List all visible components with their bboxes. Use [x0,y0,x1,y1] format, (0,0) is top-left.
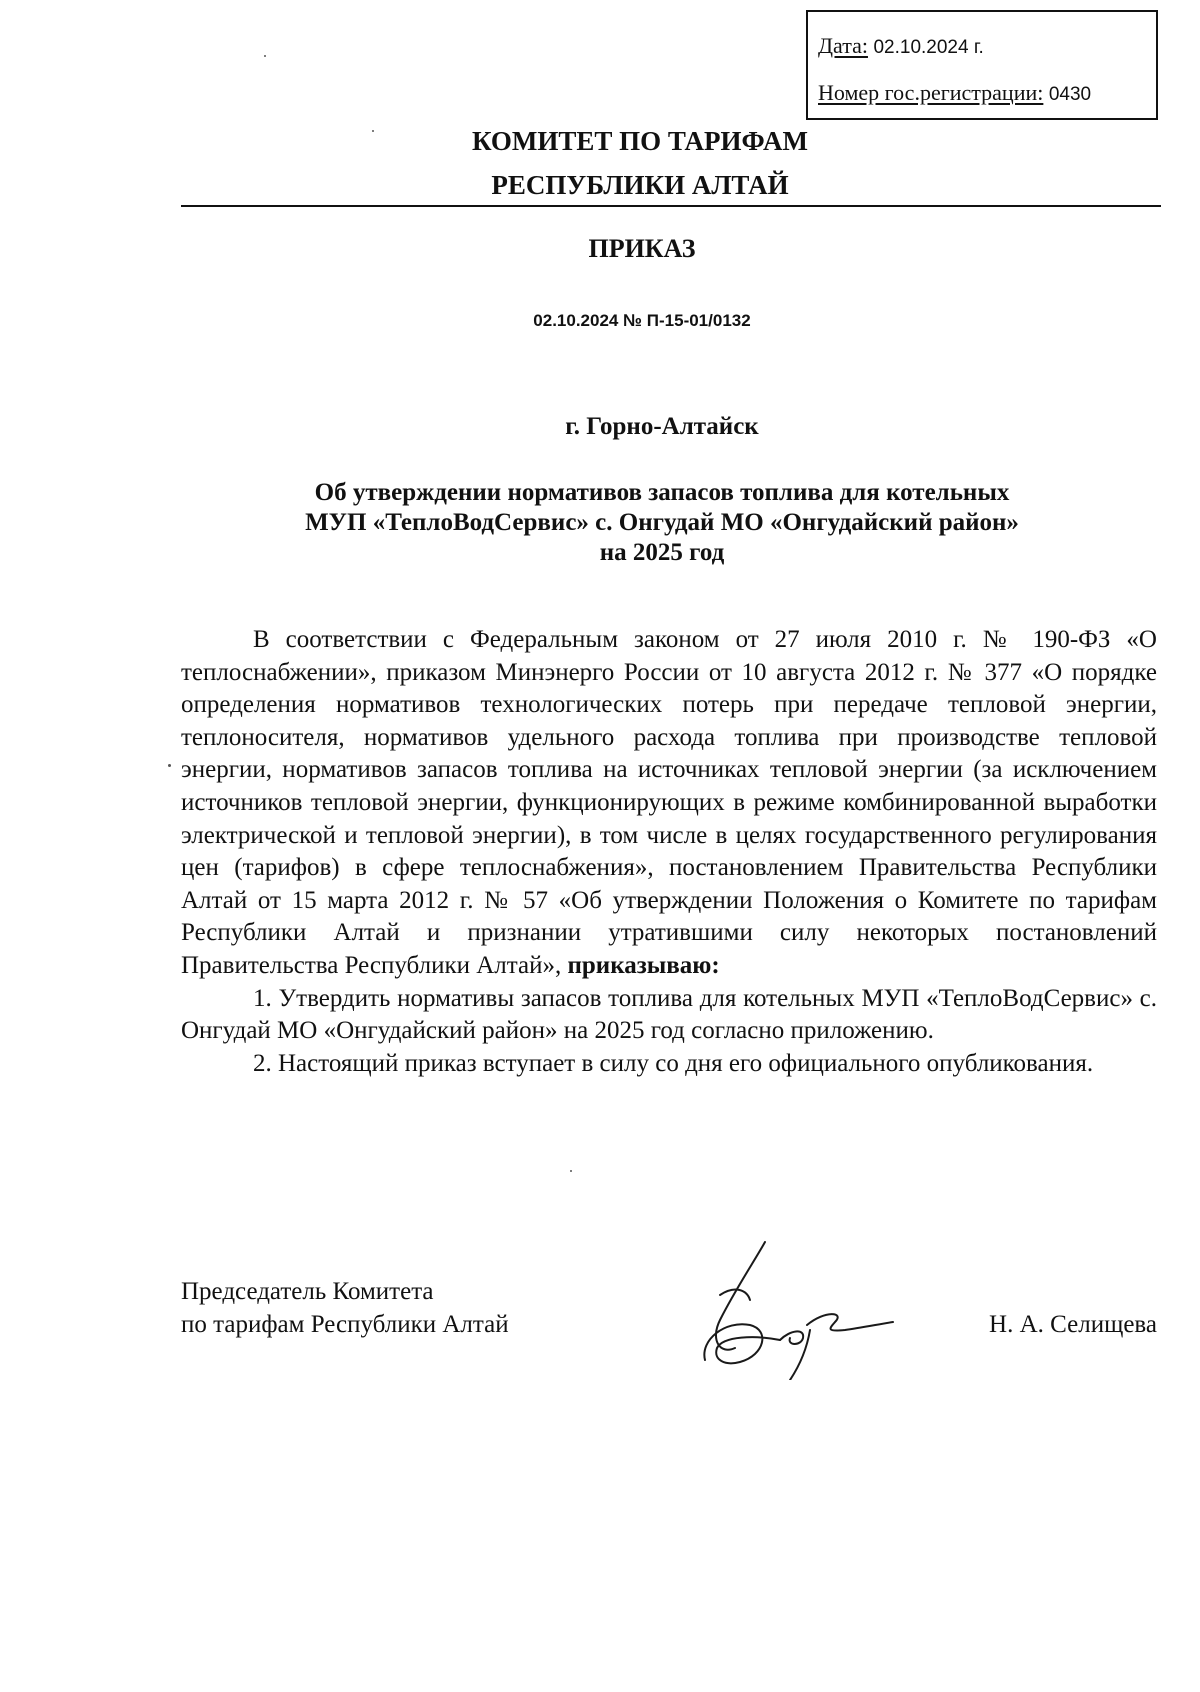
signatory-position-line1: Председатель Комитета [181,1278,434,1305]
registration-date-label: Дата: [818,33,868,58]
scan-speck [570,1170,572,1172]
registration-date [818,35,984,57]
header-divider [181,205,1161,207]
scan-speck [372,130,374,132]
order-city: г. Горно-Алтайск [565,413,759,440]
handwritten-signature-icon [695,1240,895,1380]
order-number: 02.10.2024 № П-15-01/0132 [533,311,751,330]
registration-number-label: Номер гос.регистрации: [818,80,1044,105]
registration-date-value: 02.10.2024 г. [873,37,984,58]
order-subject-line2: МУП «ТеплоВодСервис» с. Онгудай МО «Онгудайский район» [305,509,1019,536]
scan-speck [168,764,171,767]
registration-stamp [806,10,1158,120]
registration-number [818,82,1091,104]
order-item-2: 2. Настоящий приказ вступает в силу со дня его официального опубликования. [253,1049,1094,1077]
registration-number-value: 0430 [1048,84,1092,105]
order-body [181,624,1157,1080]
order-item-1: 1. Утвердить нормативы запасов топлива для котельных МУП «ТеплоВодСервис» с. Онгудай МО «Онгудайский район» на 2025 год согласно приложению. [181,984,1157,1045]
scan-speck [264,55,266,57]
order-subject [62,478,1200,568]
order-subject-line1: Об утверждении нормативов запасов топлива для котельных [314,479,1010,506]
order-title: ПРИКАЗ [588,234,696,263]
order-preamble-text: В соответствии с Федеральным законом от 27 июля 2010 г. № 190-ФЗ «О теплоснабжении», приказом Минэнерго России от 10 августа 2012 г. № 377 «О порядке определения нормативов технологических потерь при передаче тепловой энергии, теплоносителя, нормативов удельного расхода топлива при производстве тепловой энергии, нормативов запасов топлива на источниках тепловой энергии (за исключением источников тепловой энергии, функционирующих в режиме комбинированной выработки электрической и тепловой энергии), в том числе в целях государственного регулирования цен (тарифов) в сфере теплоснабжения», постановлением Правительства Республики Алтай от 15 марта 2012 г. № 57 «Об утверждении Положения о Комитете по тарифам Республики Алтай и признании утратившими силу некоторых постановлений Правительства Республики Алтай», [181,626,1157,979]
committee-name-line2: РЕСПУБЛИКИ АЛТАЙ [491,170,789,200]
order-subject-line3: на 2025 год [599,539,725,566]
order-preamble [181,624,1157,983]
signatory-position [181,1275,509,1341]
signatory-position-line2: по тарифам Республики Алтай [181,1311,509,1338]
order-word: приказываю: [567,951,720,979]
committee-name-line1: КОМИТЕТ ПО ТАРИФАМ [471,126,809,156]
signatory-name: Н. А. Селищева [989,1311,1157,1338]
